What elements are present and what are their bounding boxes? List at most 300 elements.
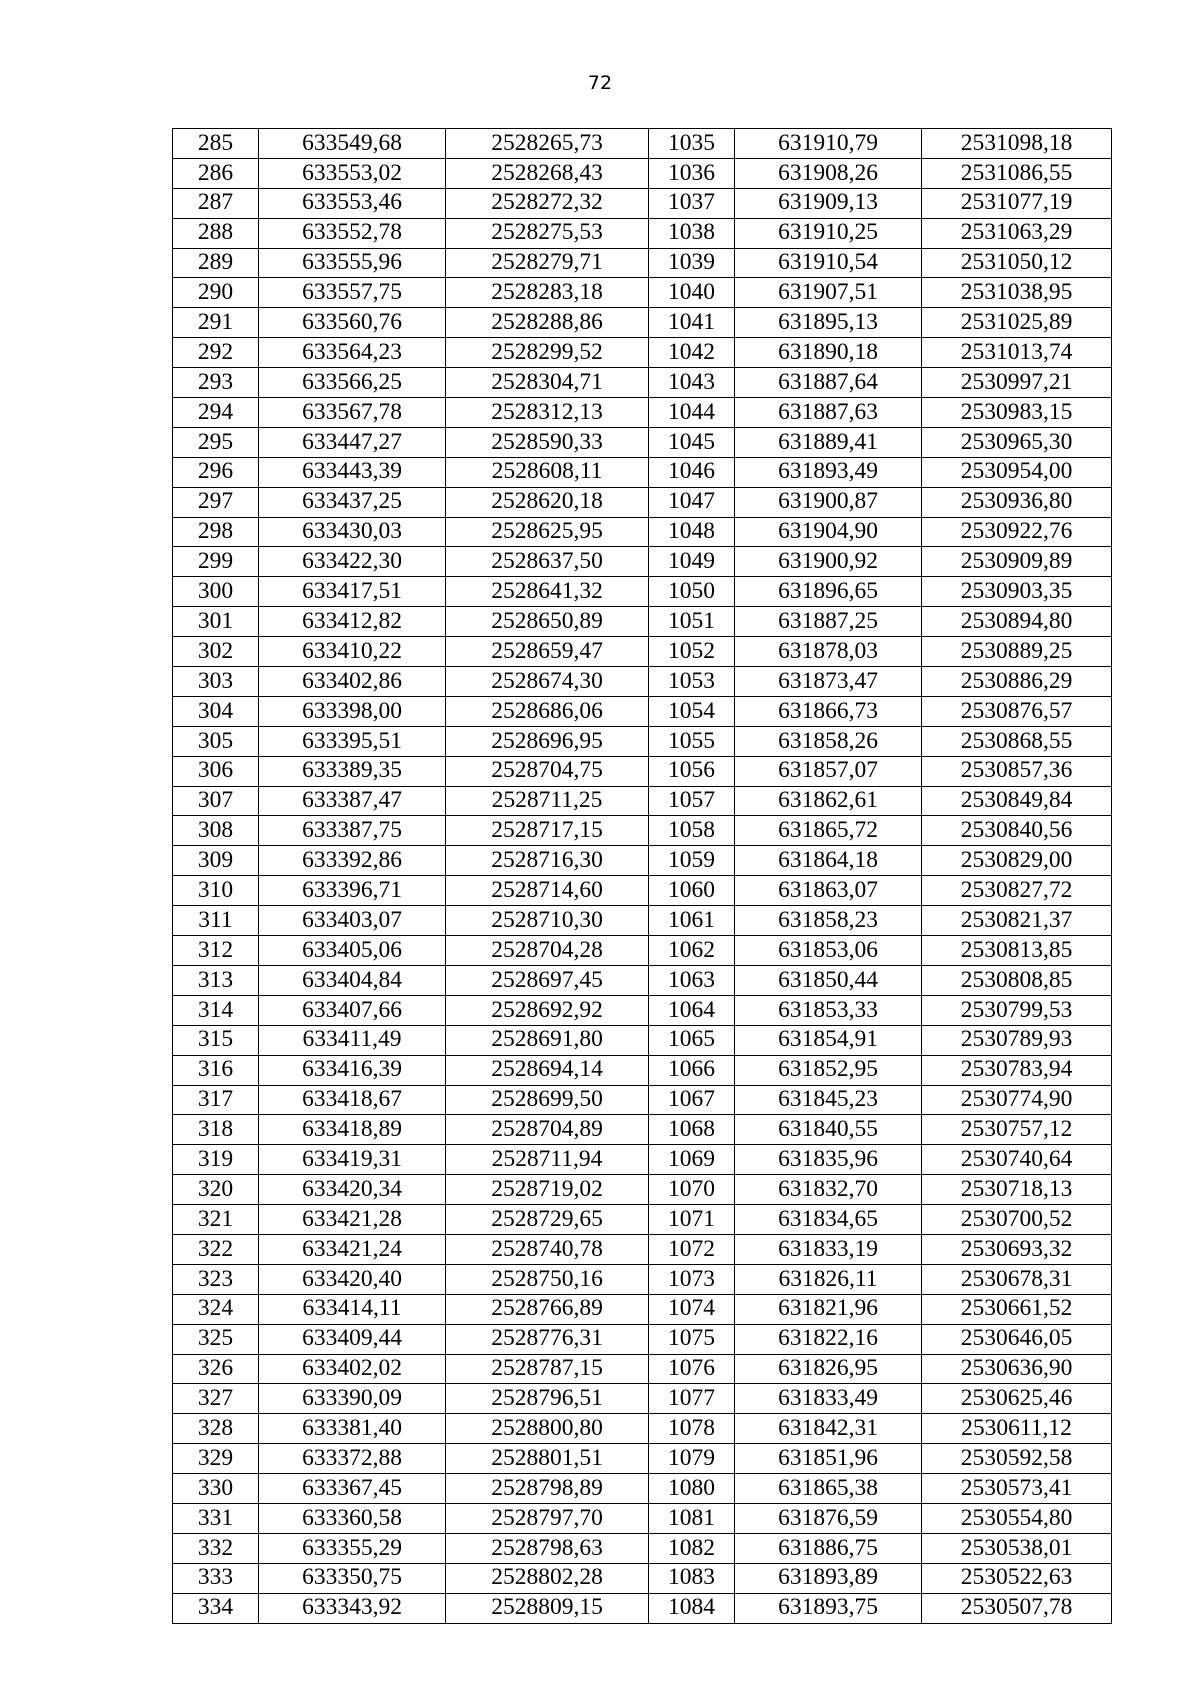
point-number-cell: 294 <box>173 398 259 428</box>
point-number-cell: 302 <box>173 637 259 667</box>
y-coordinate-cell: 2530799,53 <box>922 995 1112 1025</box>
table-row <box>173 1205 1112 1235</box>
y-coordinate-cell: 2530573,41 <box>922 1474 1112 1504</box>
point-number-cell: 1039 <box>649 248 735 278</box>
point-number-cell: 315 <box>173 1025 259 1055</box>
x-coordinate-cell: 631873,47 <box>735 667 922 697</box>
x-coordinate-cell: 633417,51 <box>259 577 446 607</box>
x-coordinate-cell: 633421,28 <box>259 1205 446 1235</box>
point-number-cell: 1050 <box>649 577 735 607</box>
y-coordinate-cell: 2528288,86 <box>446 308 649 338</box>
point-number-cell: 291 <box>173 308 259 338</box>
x-coordinate-cell: 633553,46 <box>259 188 446 218</box>
x-coordinate-cell: 631832,70 <box>735 1175 922 1205</box>
x-coordinate-cell: 633411,49 <box>259 1025 446 1055</box>
y-coordinate-cell: 2530840,56 <box>922 816 1112 846</box>
y-coordinate-cell: 2528801,51 <box>446 1444 649 1474</box>
point-number-cell: 310 <box>173 876 259 906</box>
y-coordinate-cell: 2531038,95 <box>922 278 1112 308</box>
x-coordinate-cell: 631834,65 <box>735 1205 922 1235</box>
point-number-cell: 287 <box>173 188 259 218</box>
table-row <box>173 1533 1112 1563</box>
y-coordinate-cell: 2530678,31 <box>922 1264 1112 1294</box>
x-coordinate-cell: 633447,27 <box>259 427 446 457</box>
point-number-cell: 1078 <box>649 1414 735 1444</box>
table-row <box>173 188 1112 218</box>
x-coordinate-cell: 633553,02 <box>259 158 446 188</box>
y-coordinate-cell: 2530636,90 <box>922 1354 1112 1384</box>
y-coordinate-cell: 2530876,57 <box>922 696 1112 726</box>
table-row <box>173 1294 1112 1324</box>
y-coordinate-cell: 2528275,53 <box>446 218 649 248</box>
table-row <box>173 1055 1112 1085</box>
x-coordinate-cell: 633367,45 <box>259 1474 446 1504</box>
y-coordinate-cell: 2528299,52 <box>446 338 649 368</box>
x-coordinate-cell: 633555,96 <box>259 248 446 278</box>
x-coordinate-cell: 631866,73 <box>735 696 922 726</box>
point-number-cell: 301 <box>173 607 259 637</box>
point-number-cell: 1056 <box>649 756 735 786</box>
y-coordinate-cell: 2530827,72 <box>922 876 1112 906</box>
point-number-cell: 1061 <box>649 906 735 936</box>
y-coordinate-cell: 2528696,95 <box>446 726 649 756</box>
x-coordinate-cell: 631864,18 <box>735 846 922 876</box>
x-coordinate-cell: 633372,88 <box>259 1444 446 1474</box>
y-coordinate-cell: 2528272,32 <box>446 188 649 218</box>
x-coordinate-cell: 631893,89 <box>735 1563 922 1593</box>
point-number-cell: 334 <box>173 1593 259 1623</box>
point-number-cell: 1055 <box>649 726 735 756</box>
point-number-cell: 1046 <box>649 457 735 487</box>
x-coordinate-cell: 631904,90 <box>735 517 922 547</box>
x-coordinate-cell: 631909,13 <box>735 188 922 218</box>
x-coordinate-cell: 633350,75 <box>259 1563 446 1593</box>
x-coordinate-cell: 633416,39 <box>259 1055 446 1085</box>
x-coordinate-cell: 631887,63 <box>735 398 922 428</box>
point-number-cell: 1063 <box>649 965 735 995</box>
point-number-cell: 325 <box>173 1324 259 1354</box>
x-coordinate-cell: 633419,31 <box>259 1145 446 1175</box>
point-number-cell: 1060 <box>649 876 735 906</box>
table-row <box>173 1234 1112 1264</box>
point-number-cell: 1051 <box>649 607 735 637</box>
point-number-cell: 330 <box>173 1474 259 1504</box>
x-coordinate-cell: 631857,07 <box>735 756 922 786</box>
x-coordinate-cell: 631887,25 <box>735 607 922 637</box>
point-number-cell: 298 <box>173 517 259 547</box>
x-coordinate-cell: 633418,67 <box>259 1085 446 1115</box>
point-number-cell: 1035 <box>649 129 735 159</box>
point-number-cell: 1079 <box>649 1444 735 1474</box>
x-coordinate-cell: 631858,26 <box>735 726 922 756</box>
x-coordinate-cell: 633418,89 <box>259 1115 446 1145</box>
table-row <box>173 786 1112 816</box>
y-coordinate-cell: 2530783,94 <box>922 1055 1112 1085</box>
x-coordinate-cell: 631890,18 <box>735 338 922 368</box>
point-number-cell: 332 <box>173 1533 259 1563</box>
point-number-cell: 1040 <box>649 278 735 308</box>
y-coordinate-cell: 2528686,06 <box>446 696 649 726</box>
table-row <box>173 129 1112 159</box>
x-coordinate-cell: 633564,23 <box>259 338 446 368</box>
y-coordinate-cell: 2530903,35 <box>922 577 1112 607</box>
y-coordinate-cell: 2528704,75 <box>446 756 649 786</box>
x-coordinate-cell: 631853,33 <box>735 995 922 1025</box>
x-coordinate-cell: 633409,44 <box>259 1324 446 1354</box>
point-number-cell: 1064 <box>649 995 735 1025</box>
x-coordinate-cell: 633410,22 <box>259 637 446 667</box>
point-number-cell: 1081 <box>649 1503 735 1533</box>
x-coordinate-cell: 631900,87 <box>735 487 922 517</box>
y-coordinate-cell: 2530997,21 <box>922 368 1112 398</box>
table-row <box>173 1593 1112 1623</box>
point-number-cell: 289 <box>173 248 259 278</box>
point-number-cell: 1036 <box>649 158 735 188</box>
x-coordinate-cell: 633392,86 <box>259 846 446 876</box>
x-coordinate-cell: 633557,75 <box>259 278 446 308</box>
x-coordinate-cell: 633566,25 <box>259 368 446 398</box>
y-coordinate-cell: 2530808,85 <box>922 965 1112 995</box>
x-coordinate-cell: 633404,84 <box>259 965 446 995</box>
point-number-cell: 295 <box>173 427 259 457</box>
point-number-cell: 1048 <box>649 517 735 547</box>
point-number-cell: 1082 <box>649 1533 735 1563</box>
table-row <box>173 427 1112 457</box>
table-row <box>173 936 1112 966</box>
x-coordinate-cell: 631845,23 <box>735 1085 922 1115</box>
table-row <box>173 1474 1112 1504</box>
x-coordinate-cell: 631840,55 <box>735 1115 922 1145</box>
y-coordinate-cell: 2528704,28 <box>446 936 649 966</box>
point-number-cell: 312 <box>173 936 259 966</box>
table-row <box>173 756 1112 786</box>
point-number-cell: 1058 <box>649 816 735 846</box>
table-row <box>173 1115 1112 1145</box>
y-coordinate-cell: 2528650,89 <box>446 607 649 637</box>
x-coordinate-cell: 631910,79 <box>735 129 922 159</box>
x-coordinate-cell: 631822,16 <box>735 1324 922 1354</box>
y-coordinate-cell: 2528620,18 <box>446 487 649 517</box>
point-number-cell: 1062 <box>649 936 735 966</box>
point-number-cell: 328 <box>173 1414 259 1444</box>
point-number-cell: 1069 <box>649 1145 735 1175</box>
table-row <box>173 457 1112 487</box>
table-row <box>173 667 1112 697</box>
y-coordinate-cell: 2528625,95 <box>446 517 649 547</box>
point-number-cell: 1049 <box>649 547 735 577</box>
y-coordinate-cell: 2528809,15 <box>446 1593 649 1623</box>
y-coordinate-cell: 2528802,28 <box>446 1563 649 1593</box>
x-coordinate-cell: 633355,29 <box>259 1533 446 1563</box>
table-row <box>173 1444 1112 1474</box>
table-row <box>173 338 1112 368</box>
y-coordinate-cell: 2528265,73 <box>446 129 649 159</box>
table-row <box>173 487 1112 517</box>
point-number-cell: 288 <box>173 218 259 248</box>
x-coordinate-cell: 631886,75 <box>735 1533 922 1563</box>
table-row <box>173 368 1112 398</box>
y-coordinate-cell: 2528692,92 <box>446 995 649 1025</box>
x-coordinate-cell: 633389,35 <box>259 756 446 786</box>
point-number-cell: 1072 <box>649 1234 735 1264</box>
y-coordinate-cell: 2528714,60 <box>446 876 649 906</box>
point-number-cell: 316 <box>173 1055 259 1085</box>
y-coordinate-cell: 2530757,12 <box>922 1115 1112 1145</box>
point-number-cell: 308 <box>173 816 259 846</box>
y-coordinate-cell: 2531025,89 <box>922 308 1112 338</box>
y-coordinate-cell: 2530889,25 <box>922 637 1112 667</box>
x-coordinate-cell: 633420,40 <box>259 1264 446 1294</box>
y-coordinate-cell: 2528797,70 <box>446 1503 649 1533</box>
y-coordinate-cell: 2528796,51 <box>446 1384 649 1414</box>
y-coordinate-cell: 2530693,32 <box>922 1234 1112 1264</box>
point-number-cell: 300 <box>173 577 259 607</box>
y-coordinate-cell: 2530936,80 <box>922 487 1112 517</box>
y-coordinate-cell: 2530965,30 <box>922 427 1112 457</box>
x-coordinate-cell: 631893,49 <box>735 457 922 487</box>
x-coordinate-cell: 631858,23 <box>735 906 922 936</box>
point-number-cell: 324 <box>173 1294 259 1324</box>
point-number-cell: 321 <box>173 1205 259 1235</box>
y-coordinate-cell: 2528710,30 <box>446 906 649 936</box>
point-number-cell: 1070 <box>649 1175 735 1205</box>
y-coordinate-cell: 2530868,55 <box>922 726 1112 756</box>
table-row <box>173 577 1112 607</box>
point-number-cell: 1052 <box>649 637 735 667</box>
y-coordinate-cell: 2528787,15 <box>446 1354 649 1384</box>
table-row <box>173 278 1112 308</box>
table-row <box>173 158 1112 188</box>
x-coordinate-cell: 631853,06 <box>735 936 922 966</box>
x-coordinate-cell: 633403,07 <box>259 906 446 936</box>
y-coordinate-cell: 2530740,64 <box>922 1145 1112 1175</box>
point-number-cell: 1076 <box>649 1354 735 1384</box>
point-number-cell: 1043 <box>649 368 735 398</box>
point-number-cell: 1044 <box>649 398 735 428</box>
x-coordinate-cell: 633430,03 <box>259 517 446 547</box>
table-row <box>173 308 1112 338</box>
y-coordinate-cell: 2531077,19 <box>922 188 1112 218</box>
table-row <box>173 517 1112 547</box>
x-coordinate-cell: 631821,96 <box>735 1294 922 1324</box>
point-number-cell: 296 <box>173 457 259 487</box>
point-number-cell: 1037 <box>649 188 735 218</box>
x-coordinate-cell: 631854,91 <box>735 1025 922 1055</box>
y-coordinate-cell: 2528590,33 <box>446 427 649 457</box>
y-coordinate-cell: 2530813,85 <box>922 936 1112 966</box>
point-number-cell: 307 <box>173 786 259 816</box>
x-coordinate-cell: 631835,96 <box>735 1145 922 1175</box>
point-number-cell: 311 <box>173 906 259 936</box>
point-number-cell: 1068 <box>649 1115 735 1145</box>
point-number-cell: 297 <box>173 487 259 517</box>
table-row <box>173 876 1112 906</box>
y-coordinate-cell: 2531063,29 <box>922 218 1112 248</box>
x-coordinate-cell: 631893,75 <box>735 1593 922 1623</box>
point-number-cell: 1041 <box>649 308 735 338</box>
point-number-cell: 1047 <box>649 487 735 517</box>
y-coordinate-cell: 2528719,02 <box>446 1175 649 1205</box>
y-coordinate-cell: 2530849,84 <box>922 786 1112 816</box>
table-row <box>173 696 1112 726</box>
x-coordinate-cell: 631851,96 <box>735 1444 922 1474</box>
x-coordinate-cell: 633343,92 <box>259 1593 446 1623</box>
y-coordinate-cell: 2528704,89 <box>446 1115 649 1145</box>
y-coordinate-cell: 2530507,78 <box>922 1593 1112 1623</box>
point-number-cell: 1067 <box>649 1085 735 1115</box>
y-coordinate-cell: 2530983,15 <box>922 398 1112 428</box>
y-coordinate-cell: 2528716,30 <box>446 846 649 876</box>
y-coordinate-cell: 2530661,52 <box>922 1294 1112 1324</box>
x-coordinate-cell: 631842,31 <box>735 1414 922 1444</box>
y-coordinate-cell: 2528674,30 <box>446 667 649 697</box>
point-number-cell: 323 <box>173 1264 259 1294</box>
y-coordinate-cell: 2528776,31 <box>446 1324 649 1354</box>
x-coordinate-cell: 633560,76 <box>259 308 446 338</box>
point-number-cell: 1054 <box>649 696 735 726</box>
point-number-cell: 326 <box>173 1354 259 1384</box>
y-coordinate-cell: 2528641,32 <box>446 577 649 607</box>
y-coordinate-cell: 2530821,37 <box>922 906 1112 936</box>
y-coordinate-cell: 2528699,50 <box>446 1085 649 1115</box>
point-number-cell: 1077 <box>649 1384 735 1414</box>
point-number-cell: 327 <box>173 1384 259 1414</box>
point-number-cell: 1080 <box>649 1474 735 1504</box>
y-coordinate-cell: 2530886,29 <box>922 667 1112 697</box>
point-number-cell: 1059 <box>649 846 735 876</box>
x-coordinate-cell: 633396,71 <box>259 876 446 906</box>
y-coordinate-cell: 2528268,43 <box>446 158 649 188</box>
x-coordinate-cell: 633402,86 <box>259 667 446 697</box>
y-coordinate-cell: 2530700,52 <box>922 1205 1112 1235</box>
y-coordinate-cell: 2531098,18 <box>922 129 1112 159</box>
x-coordinate-cell: 631826,11 <box>735 1264 922 1294</box>
x-coordinate-cell: 631852,95 <box>735 1055 922 1085</box>
x-coordinate-cell: 631895,13 <box>735 308 922 338</box>
table-row <box>173 1384 1112 1414</box>
y-coordinate-cell: 2528800,80 <box>446 1414 649 1444</box>
x-coordinate-cell: 633387,47 <box>259 786 446 816</box>
point-number-cell: 309 <box>173 846 259 876</box>
x-coordinate-cell: 631833,19 <box>735 1234 922 1264</box>
y-coordinate-cell: 2530625,46 <box>922 1384 1112 1414</box>
point-number-cell: 293 <box>173 368 259 398</box>
point-number-cell: 1074 <box>649 1294 735 1324</box>
point-number-cell: 1075 <box>649 1324 735 1354</box>
table-row <box>173 1175 1112 1205</box>
y-coordinate-cell: 2528691,80 <box>446 1025 649 1055</box>
point-number-cell: 290 <box>173 278 259 308</box>
table-row <box>173 1414 1112 1444</box>
x-coordinate-cell: 631865,38 <box>735 1474 922 1504</box>
table-row <box>173 816 1112 846</box>
x-coordinate-cell: 631910,54 <box>735 248 922 278</box>
y-coordinate-cell: 2531013,74 <box>922 338 1112 368</box>
x-coordinate-cell: 633402,02 <box>259 1354 446 1384</box>
table-row <box>173 1264 1112 1294</box>
y-coordinate-cell: 2528312,13 <box>446 398 649 428</box>
point-number-cell: 331 <box>173 1503 259 1533</box>
point-number-cell: 1045 <box>649 427 735 457</box>
table-row <box>173 1503 1112 1533</box>
x-coordinate-cell: 631826,95 <box>735 1354 922 1384</box>
x-coordinate-cell: 633405,06 <box>259 936 446 966</box>
y-coordinate-cell: 2530646,05 <box>922 1324 1112 1354</box>
point-number-cell: 285 <box>173 129 259 159</box>
x-coordinate-cell: 631910,25 <box>735 218 922 248</box>
table-row <box>173 398 1112 428</box>
table-row <box>173 846 1112 876</box>
point-number-cell: 1071 <box>649 1205 735 1235</box>
x-coordinate-cell: 631900,92 <box>735 547 922 577</box>
point-number-cell: 1038 <box>649 218 735 248</box>
point-number-cell: 303 <box>173 667 259 697</box>
y-coordinate-cell: 2530894,80 <box>922 607 1112 637</box>
page-number: 72 <box>587 72 613 94</box>
point-number-cell: 314 <box>173 995 259 1025</box>
y-coordinate-cell: 2528711,94 <box>446 1145 649 1175</box>
y-coordinate-cell: 2530522,63 <box>922 1563 1112 1593</box>
y-coordinate-cell: 2528659,47 <box>446 637 649 667</box>
point-number-cell: 1083 <box>649 1563 735 1593</box>
x-coordinate-cell: 631878,03 <box>735 637 922 667</box>
table-row <box>173 995 1112 1025</box>
x-coordinate-cell: 633549,68 <box>259 129 446 159</box>
y-coordinate-cell: 2528798,63 <box>446 1533 649 1563</box>
y-coordinate-cell: 2528697,45 <box>446 965 649 995</box>
point-number-cell: 320 <box>173 1175 259 1205</box>
table-row <box>173 547 1112 577</box>
point-number-cell: 313 <box>173 965 259 995</box>
x-coordinate-cell: 631907,51 <box>735 278 922 308</box>
y-coordinate-cell: 2530829,00 <box>922 846 1112 876</box>
y-coordinate-cell: 2528283,18 <box>446 278 649 308</box>
point-number-cell: 1053 <box>649 667 735 697</box>
y-coordinate-cell: 2528279,71 <box>446 248 649 278</box>
point-number-cell: 1057 <box>649 786 735 816</box>
x-coordinate-cell: 631865,72 <box>735 816 922 846</box>
y-coordinate-cell: 2531086,55 <box>922 158 1112 188</box>
y-coordinate-cell: 2528798,89 <box>446 1474 649 1504</box>
y-coordinate-cell: 2530538,01 <box>922 1533 1112 1563</box>
table-row <box>173 637 1112 667</box>
x-coordinate-cell: 631833,49 <box>735 1384 922 1414</box>
point-number-cell: 304 <box>173 696 259 726</box>
point-number-cell: 319 <box>173 1145 259 1175</box>
x-coordinate-cell: 633387,75 <box>259 816 446 846</box>
table-row <box>173 607 1112 637</box>
y-coordinate-cell: 2530592,58 <box>922 1444 1112 1474</box>
point-number-cell: 299 <box>173 547 259 577</box>
table-row <box>173 248 1112 278</box>
x-coordinate-cell: 633437,25 <box>259 487 446 517</box>
point-number-cell: 1066 <box>649 1055 735 1085</box>
y-coordinate-cell: 2528637,50 <box>446 547 649 577</box>
y-coordinate-cell: 2528750,16 <box>446 1264 649 1294</box>
x-coordinate-cell: 631908,26 <box>735 158 922 188</box>
table-row <box>173 1324 1112 1354</box>
y-coordinate-cell: 2528694,14 <box>446 1055 649 1085</box>
x-coordinate-cell: 633422,30 <box>259 547 446 577</box>
x-coordinate-cell: 631862,61 <box>735 786 922 816</box>
point-number-cell: 329 <box>173 1444 259 1474</box>
y-coordinate-cell: 2530922,76 <box>922 517 1112 547</box>
x-coordinate-cell: 633407,66 <box>259 995 446 1025</box>
y-coordinate-cell: 2530909,89 <box>922 547 1112 577</box>
point-number-cell: 333 <box>173 1563 259 1593</box>
point-number-cell: 1042 <box>649 338 735 368</box>
y-coordinate-cell: 2528766,89 <box>446 1294 649 1324</box>
